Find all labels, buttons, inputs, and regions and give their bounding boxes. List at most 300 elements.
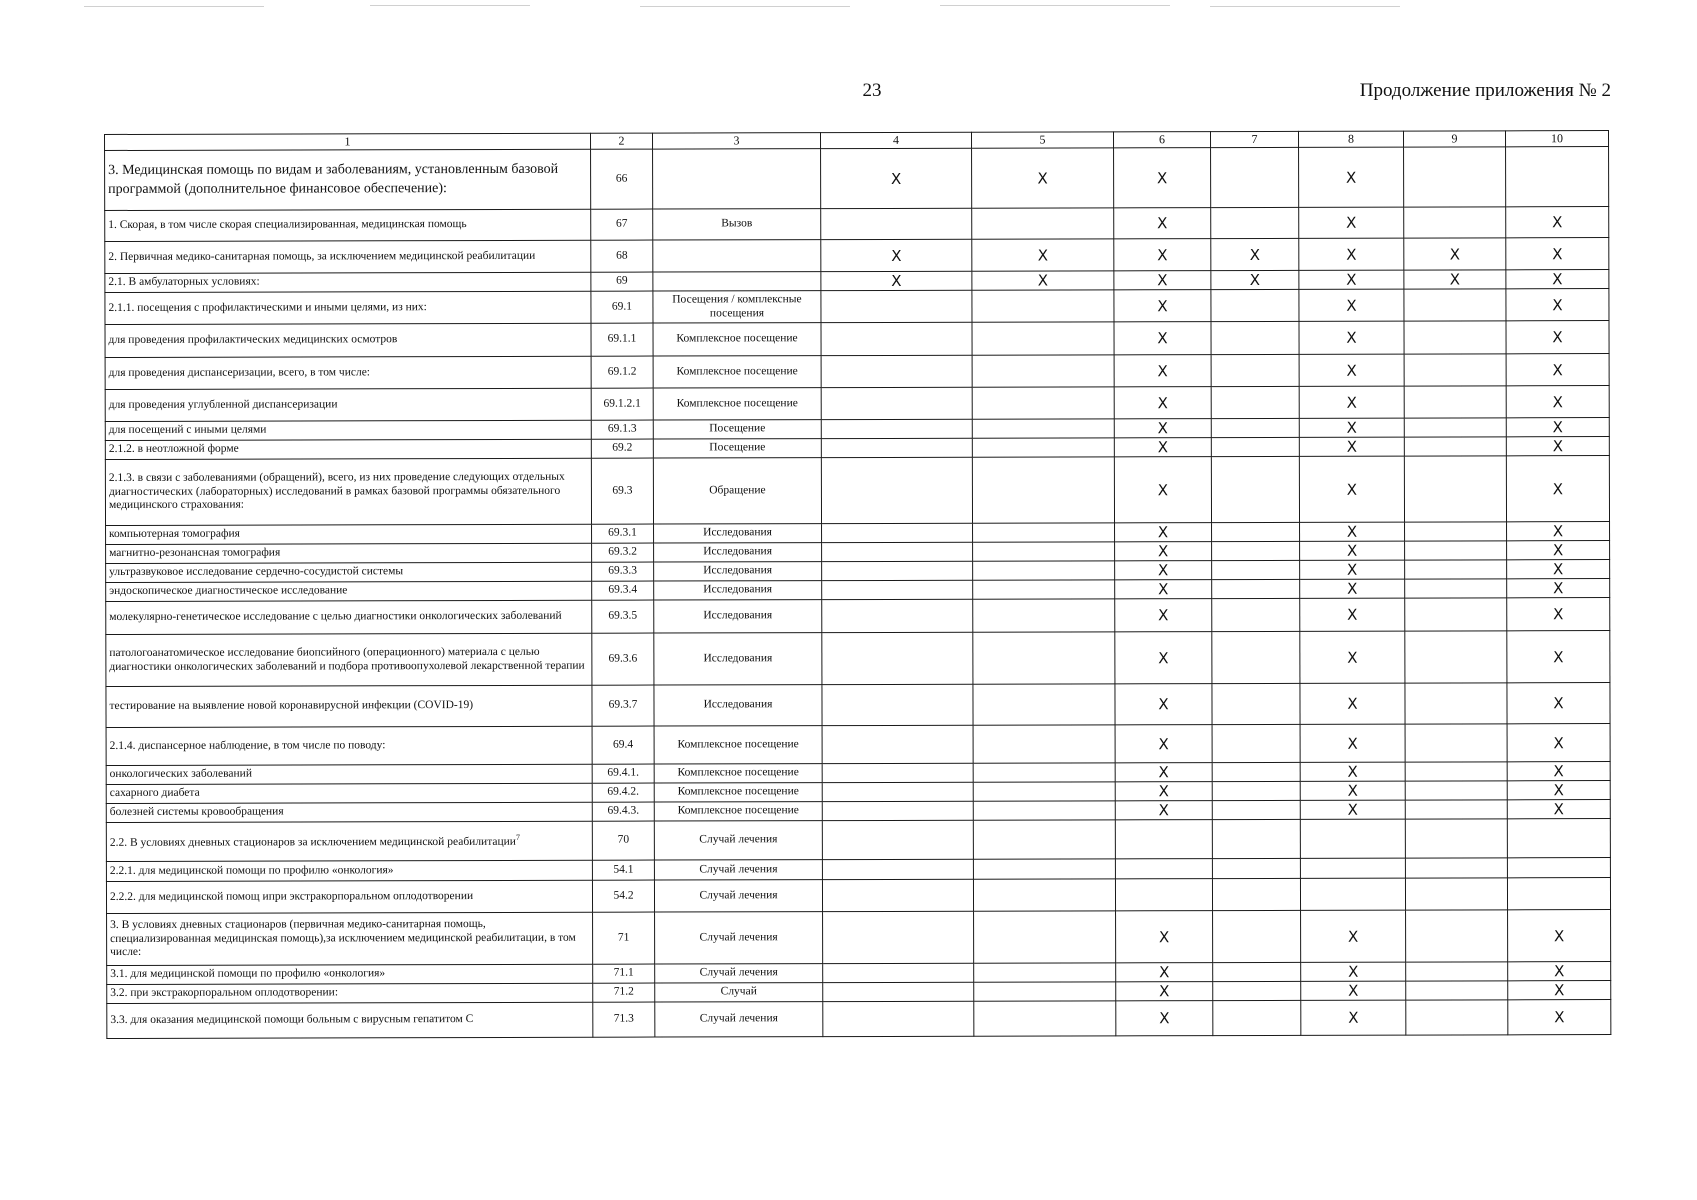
row-number-cell: 69.1.3 — [591, 420, 653, 439]
mark-cell-col-10: X — [1506, 270, 1609, 289]
row-number-cell: 69.3.5 — [592, 600, 654, 633]
mark-cell-col-6: X — [1115, 542, 1212, 561]
mark-cell-col-10 — [1507, 858, 1610, 878]
row-number-cell: 67 — [591, 209, 653, 240]
row-label-cell — [106, 764, 592, 784]
mark-cell-col-9 — [1404, 456, 1506, 522]
mark-cell-col-10: X — [1507, 541, 1610, 560]
mark-cell-col-10: X — [1507, 724, 1610, 762]
row-number-cell: 69.3.7 — [592, 685, 654, 726]
mark-cell-col-9 — [1405, 762, 1507, 781]
unit-cell: Посещения / комплексные посещения — [653, 291, 821, 323]
mark-cell-col-7 — [1211, 289, 1299, 321]
row-label-cell — [106, 860, 592, 881]
mark-cell-col-5 — [974, 982, 1116, 1001]
mark-cell-col-9 — [1405, 631, 1507, 683]
mark-cell-col-6: X — [1114, 419, 1211, 438]
mark-cell-col-4 — [822, 599, 973, 632]
mark-cell-col-5: X — [972, 239, 1114, 271]
mark-cell-col-7: X — [1211, 270, 1299, 289]
mark-cell-col-7 — [1211, 354, 1299, 386]
mark-cell-col-9 — [1406, 962, 1508, 981]
row-label: 3.2. при экстракорпоральном оплодотворении: — [110, 986, 339, 1000]
row-label-cell — [106, 581, 592, 601]
column-number: 9 — [1403, 131, 1505, 147]
mark-cell-col-7 — [1211, 207, 1299, 238]
mark-cell-col-8: X — [1300, 724, 1405, 762]
row-label: компьютерная томография — [109, 527, 240, 541]
mark-cell-col-9 — [1405, 858, 1507, 878]
unit-cell: Комплексное посещение — [654, 726, 822, 764]
mark-cell-col-8: X — [1300, 560, 1405, 579]
mark-cell-col-8: X — [1300, 631, 1405, 683]
row-number-cell: 69.3.2 — [592, 543, 654, 562]
mark-cell-col-5 — [973, 801, 1115, 820]
row-number-cell: 69.1.1 — [591, 323, 653, 356]
mark-cell-col-8: X — [1301, 962, 1406, 981]
mark-cell-col-10: X — [1507, 683, 1610, 724]
mark-cell-col-5: X — [972, 271, 1114, 290]
mark-cell-col-4 — [821, 438, 972, 457]
row-label-cell — [105, 388, 591, 421]
table-row — [105, 147, 1609, 211]
row-number-cell: 69 — [591, 272, 653, 291]
unit-cell: Случай лечения — [654, 860, 822, 880]
row-label-cell — [105, 209, 591, 241]
row-label-cell — [106, 783, 592, 803]
row-label: сахарного диабета — [109, 786, 200, 800]
mark-cell-col-5 — [973, 684, 1115, 725]
mark-cell-col-5 — [973, 580, 1115, 599]
mark-cell-col-5 — [973, 859, 1115, 879]
mark-cell-col-4 — [821, 355, 972, 387]
mark-cell-col-4 — [822, 782, 973, 801]
mark-cell-col-4 — [821, 387, 972, 419]
row-label-cell — [105, 439, 591, 459]
unit-cell: Случай лечения — [654, 821, 822, 860]
document-table-container — [104, 130, 1610, 1039]
mark-cell-col-7 — [1212, 858, 1300, 878]
row-label-cell — [105, 149, 591, 210]
mark-cell-col-6: X — [1116, 963, 1213, 982]
mark-cell-col-7 — [1212, 598, 1300, 631]
mark-cell-col-4: X — [821, 148, 972, 208]
mark-cell-col-10: X — [1506, 437, 1609, 456]
mark-cell-col-4 — [822, 859, 973, 879]
mark-cell-col-6: X — [1115, 599, 1212, 632]
mark-cell-col-7: X — [1211, 238, 1299, 270]
mark-cell-col-6: X — [1115, 782, 1212, 801]
mark-cell-col-10: X — [1507, 762, 1610, 781]
mark-cell-col-7 — [1211, 437, 1299, 456]
mark-cell-col-10 — [1507, 819, 1610, 858]
row-label: магнитно-резонансная томография — [109, 546, 281, 560]
mark-cell-col-8: X — [1299, 354, 1404, 386]
mark-cell-col-5 — [973, 561, 1115, 580]
mark-cell-col-9 — [1404, 207, 1506, 238]
row-label: ультразвуковое исследование сердечно-сосудистой системы — [109, 565, 404, 579]
row-label-cell — [105, 356, 591, 389]
mark-cell-col-7 — [1212, 781, 1300, 800]
row-label-cell — [106, 802, 592, 822]
mark-cell-col-6: X — [1116, 911, 1213, 963]
mark-cell-col-7 — [1212, 800, 1300, 819]
mark-cell-col-8: X — [1299, 321, 1404, 354]
mark-cell-col-8: X — [1299, 418, 1404, 437]
row-label-cell — [107, 1002, 593, 1038]
mark-cell-col-8: X — [1301, 981, 1406, 1000]
mark-cell-col-10: X — [1508, 981, 1611, 1000]
unit-cell: Обращение — [653, 458, 821, 524]
mark-cell-col-4 — [822, 684, 973, 725]
unit-cell: Комплексное посещение — [654, 783, 822, 802]
row-number-cell: 69.2 — [591, 439, 653, 458]
column-number: 3 — [652, 133, 820, 149]
mark-cell-col-4 — [823, 963, 974, 982]
mark-cell-col-10: X — [1506, 354, 1609, 386]
mark-cell-col-5 — [973, 523, 1115, 542]
mark-cell-col-7 — [1212, 579, 1300, 598]
row-number-cell: 69.4.3. — [592, 802, 654, 821]
row-label-cell — [105, 458, 591, 525]
table-row — [106, 631, 1610, 687]
mark-cell-col-4 — [822, 801, 973, 820]
row-label: 1. Скорая, в том числе скорая специализированная, медицинская помощь — [108, 218, 467, 232]
mark-cell-col-5 — [973, 599, 1115, 632]
mark-cell-col-7 — [1212, 878, 1300, 910]
mark-cell-col-9 — [1405, 598, 1507, 631]
table-row — [105, 386, 1609, 422]
mark-cell-col-7 — [1212, 541, 1300, 560]
mark-cell-col-6: X — [1114, 355, 1211, 387]
mark-cell-col-7 — [1211, 321, 1299, 354]
mark-cell-col-10: X — [1506, 456, 1609, 522]
scan-artifact — [84, 6, 264, 7]
row-label-cell — [105, 272, 591, 292]
mark-cell-col-7 — [1211, 418, 1299, 437]
unit-cell: Исследования — [654, 600, 822, 633]
row-label: эндоскопическое диагностическое исследование — [109, 584, 348, 598]
mark-cell-col-8: X — [1300, 683, 1405, 724]
row-label: 2.1. В амбулаторных условиях: — [108, 275, 260, 289]
column-number: 2 — [590, 133, 652, 149]
mark-cell-col-5 — [972, 208, 1114, 239]
row-label-cell — [106, 685, 592, 727]
unit-cell: Исследования — [654, 543, 822, 562]
mark-cell-col-10: X — [1507, 800, 1610, 819]
mark-cell-col-7 — [1213, 981, 1301, 1000]
row-number-cell: 71 — [593, 912, 655, 964]
unit-cell: Исследования — [654, 633, 822, 685]
unit-cell — [653, 149, 821, 209]
row-number-cell: 71.3 — [593, 1002, 655, 1037]
mark-cell-col-9 — [1405, 878, 1507, 910]
mark-cell-col-4: X — [821, 239, 972, 271]
row-number-cell: 69.4.2. — [592, 783, 654, 802]
table-row — [105, 289, 1609, 325]
mark-cell-col-8: X — [1299, 238, 1404, 270]
mark-cell-col-6: X — [1115, 801, 1212, 820]
table-row — [106, 724, 1610, 766]
unit-cell: Случай лечения — [655, 964, 823, 983]
unit-cell: Комплексное посещение — [654, 764, 822, 783]
unit-cell: Случай лечения — [655, 1002, 823, 1037]
mark-cell-col-5 — [972, 322, 1114, 355]
row-number-cell: 69.4.1. — [592, 764, 654, 783]
mark-cell-col-5 — [972, 457, 1114, 523]
table-row — [105, 456, 1609, 526]
row-number-cell: 71.2 — [593, 983, 655, 1002]
column-number: 4 — [820, 132, 971, 148]
mark-cell-col-7 — [1213, 962, 1301, 981]
mark-cell-col-4 — [823, 982, 974, 1001]
mark-cell-col-5 — [973, 542, 1115, 561]
mark-cell-col-10: X — [1507, 781, 1610, 800]
mark-cell-col-9 — [1405, 522, 1507, 541]
mark-cell-col-4 — [822, 879, 973, 911]
row-label-cell — [107, 983, 593, 1003]
table-row — [107, 910, 1611, 966]
mark-cell-col-5 — [973, 820, 1115, 859]
mark-cell-col-8: X — [1300, 579, 1405, 598]
mark-cell-col-8: X — [1300, 781, 1405, 800]
mark-cell-col-8: X — [1299, 456, 1404, 522]
unit-cell: Комплексное посещение — [653, 356, 821, 388]
table-row — [107, 1000, 1611, 1039]
row-label: 2.2.2. для медицинской помощ ипри экстракорпоральном оплодотворении — [109, 889, 474, 903]
unit-cell: Исследования — [654, 685, 822, 726]
row-number-cell: 69.3 — [591, 458, 653, 524]
row-label: для посещений с иными целями — [108, 423, 267, 437]
mark-cell-col-7 — [1212, 762, 1300, 781]
row-label: 2.2. В условиях дневных стационаров за исключением медицинской реабилитации — [109, 835, 516, 849]
mark-cell-col-9 — [1404, 289, 1506, 321]
mark-cell-col-6 — [1115, 859, 1212, 879]
row-label: для проведения диспансеризации, всего, в том числе: — [108, 365, 371, 379]
mark-cell-col-9 — [1404, 147, 1506, 207]
mark-cell-col-5 — [973, 763, 1115, 782]
unit-cell: Случай лечения — [654, 880, 822, 912]
mark-cell-col-6: X — [1114, 148, 1211, 208]
unit-cell: Исследования — [654, 581, 822, 600]
mark-cell-col-7 — [1213, 910, 1301, 962]
row-label: тестирование на выявление новой коронавирусной инфекции (COVID-19) — [109, 699, 474, 713]
mark-cell-col-5 — [973, 879, 1115, 911]
column-number: 7 — [1210, 131, 1298, 147]
table-row — [105, 354, 1609, 390]
row-label: 2. Первичная медико-санитарная помощь, за исключением медицинской реабилитации — [108, 249, 536, 263]
mark-cell-col-5 — [972, 419, 1114, 438]
mark-cell-col-4 — [822, 561, 973, 580]
mark-cell-col-9: X — [1404, 238, 1506, 270]
row-label: молекулярно-генетическое исследование с целью диагностики онкологических заболеваний — [109, 609, 562, 624]
appendix-table — [104, 130, 1611, 1039]
row-label: онкологических заболеваний — [109, 767, 252, 781]
appendix-heading: Продолжение приложения № 2 — [1359, 80, 1611, 101]
mark-cell-col-9 — [1405, 683, 1507, 724]
mark-cell-col-5 — [972, 355, 1114, 387]
mark-cell-col-8: X — [1299, 386, 1404, 418]
mark-cell-col-6: X — [1116, 982, 1213, 1001]
column-number: 6 — [1113, 132, 1210, 148]
table-row — [105, 238, 1609, 274]
table-row — [105, 321, 1609, 358]
mark-cell-col-7 — [1212, 819, 1300, 858]
mark-cell-col-6: X — [1115, 632, 1212, 684]
mark-cell-col-10: X — [1506, 418, 1609, 437]
mark-cell-col-7 — [1212, 560, 1300, 579]
mark-cell-col-9 — [1404, 386, 1506, 418]
row-number-cell: 70 — [592, 821, 654, 860]
mark-cell-col-5 — [972, 290, 1114, 322]
row-label: 3.3. для оказания медицинской помощи больным с вирусным гепатитом С — [110, 1013, 474, 1027]
unit-cell: Исследования — [654, 524, 822, 543]
row-label: 3. В условиях дневных стационаров (первичная медико-санитарная помощь, специализированная медицинская помощь),за исключением медицинской реабилитации, в том числе: — [110, 917, 576, 959]
table-body — [105, 147, 1611, 1039]
row-label: 2.2.1. для медицинской помощи по профилю «онкология» — [109, 863, 394, 877]
mark-cell-col-6: X — [1114, 271, 1211, 290]
mark-cell-col-10: X — [1506, 289, 1609, 321]
column-number: 1 — [105, 133, 591, 150]
mark-cell-col-9 — [1406, 981, 1508, 1000]
mark-cell-col-8: X — [1299, 289, 1404, 321]
mark-cell-col-4 — [821, 457, 972, 523]
mark-cell-col-8: X — [1299, 147, 1404, 207]
row-number-cell: 69.1.2.1 — [591, 388, 653, 420]
mark-cell-col-6: X — [1114, 387, 1211, 419]
mark-cell-col-4 — [823, 911, 974, 963]
unit-cell: Исследования — [654, 562, 822, 581]
mark-cell-col-6 — [1115, 879, 1212, 911]
mark-cell-col-4: X — [821, 271, 972, 290]
row-label-cell — [106, 524, 592, 544]
mark-cell-col-5 — [974, 963, 1116, 982]
mark-cell-col-4 — [822, 632, 973, 684]
row-label-cell — [106, 543, 592, 563]
row-number-cell: 54.2 — [592, 880, 654, 912]
mark-cell-col-10: X — [1507, 560, 1610, 579]
mark-cell-col-8: X — [1300, 762, 1405, 781]
mark-cell-col-8 — [1300, 819, 1405, 858]
mark-cell-col-6: X — [1115, 523, 1212, 542]
mark-cell-col-6: X — [1114, 208, 1211, 239]
mark-cell-col-9 — [1404, 354, 1506, 386]
mark-cell-col-9 — [1404, 321, 1506, 354]
mark-cell-col-7 — [1212, 522, 1300, 541]
column-number: 10 — [1505, 131, 1608, 147]
mark-cell-col-6: X — [1114, 290, 1211, 322]
mark-cell-col-5 — [974, 911, 1116, 963]
unit-cell: Вызов — [653, 209, 821, 240]
table-row — [106, 683, 1610, 728]
mark-cell-col-10: X — [1507, 631, 1610, 683]
mark-cell-col-9 — [1406, 910, 1508, 962]
mark-cell-col-7 — [1212, 631, 1300, 683]
mark-cell-col-6: X — [1115, 725, 1212, 763]
mark-cell-col-7 — [1211, 147, 1299, 207]
mark-cell-col-7 — [1211, 386, 1299, 418]
mark-cell-col-6: X — [1114, 239, 1211, 271]
scan-artifact — [640, 6, 850, 7]
row-label: для проведения профилактических медицинских осмотров — [108, 333, 398, 347]
row-label-cell — [106, 880, 592, 913]
row-number-cell: 68 — [591, 240, 653, 272]
mark-cell-col-4 — [822, 523, 973, 542]
mark-cell-col-4 — [822, 580, 973, 599]
mark-cell-col-9 — [1405, 541, 1507, 560]
mark-cell-col-4 — [822, 725, 973, 763]
mark-cell-col-4 — [821, 208, 972, 239]
mark-cell-col-10: X — [1508, 1000, 1611, 1035]
mark-cell-col-10 — [1507, 878, 1610, 910]
row-label: 2.1.2. в неотложной форме — [108, 442, 239, 456]
mark-cell-col-4 — [821, 322, 972, 355]
scan-artifact — [940, 5, 1170, 6]
mark-cell-col-8: X — [1300, 800, 1405, 819]
mark-cell-col-10: X — [1507, 598, 1610, 631]
row-label: для проведения углубленной диспансеризации — [108, 397, 338, 411]
mark-cell-col-10: X — [1506, 238, 1609, 270]
unit-cell: Случай лечения — [655, 912, 823, 964]
mark-cell-col-10: X — [1508, 910, 1611, 962]
mark-cell-col-7 — [1212, 683, 1300, 724]
mark-cell-col-5 — [974, 1001, 1116, 1036]
column-number: 8 — [1298, 131, 1403, 147]
mark-cell-col-9 — [1405, 819, 1507, 858]
row-number-cell: 69.1.2 — [591, 356, 653, 388]
row-label-cell — [106, 821, 592, 861]
mark-cell-col-10: X — [1506, 321, 1609, 354]
scan-artifact — [370, 5, 530, 6]
mark-cell-col-8: X — [1301, 1000, 1406, 1035]
row-label: 2.1.4. диспансерное наблюдение, в том числе по поводу: — [109, 738, 386, 752]
unit-cell: Комплексное посещение — [653, 388, 821, 420]
mark-cell-col-5 — [972, 387, 1114, 419]
scan-artifact — [1210, 6, 1400, 7]
mark-cell-col-5 — [973, 782, 1115, 801]
row-number-cell: 66 — [591, 149, 653, 209]
row-label-cell — [105, 240, 591, 273]
mark-cell-col-10: X — [1506, 207, 1609, 238]
mark-cell-col-9 — [1405, 579, 1507, 598]
row-label: 3.1. для медицинской помощи по профилю «онкология» — [110, 967, 386, 981]
row-label: патологоанатомическое исследование биопсийного (операционного) материала с целью диагностики онкологических заболеваний и подбора противоопухолевой лекарственной терапии — [109, 645, 585, 673]
mark-cell-col-9 — [1405, 781, 1507, 800]
mark-cell-col-8: X — [1299, 270, 1404, 289]
mark-cell-col-8: X — [1300, 541, 1405, 560]
mark-cell-col-5: X — [972, 148, 1114, 208]
row-number-cell: 69.3.6 — [592, 633, 654, 685]
mark-cell-col-6: X — [1115, 580, 1212, 599]
mark-cell-col-8 — [1300, 878, 1405, 910]
mark-cell-col-7 — [1211, 456, 1299, 522]
row-label-cell — [105, 420, 591, 440]
row-number-cell: 69.4 — [592, 726, 654, 764]
mark-cell-col-5 — [973, 725, 1115, 763]
row-number-cell: 71.1 — [593, 964, 655, 983]
table-row — [106, 598, 1610, 635]
mark-cell-col-10: X — [1507, 579, 1610, 598]
row-label-cell — [106, 633, 592, 686]
unit-cell — [653, 272, 821, 291]
mark-cell-col-6: X — [1115, 561, 1212, 580]
row-number-cell: 69.3.1 — [592, 524, 654, 543]
unit-cell: Посещение — [653, 420, 821, 439]
row-label: болезней системы кровообращения — [109, 805, 284, 819]
row-label-cell — [107, 912, 593, 965]
row-label-cell — [106, 726, 592, 765]
mark-cell-col-6: X — [1115, 763, 1212, 782]
